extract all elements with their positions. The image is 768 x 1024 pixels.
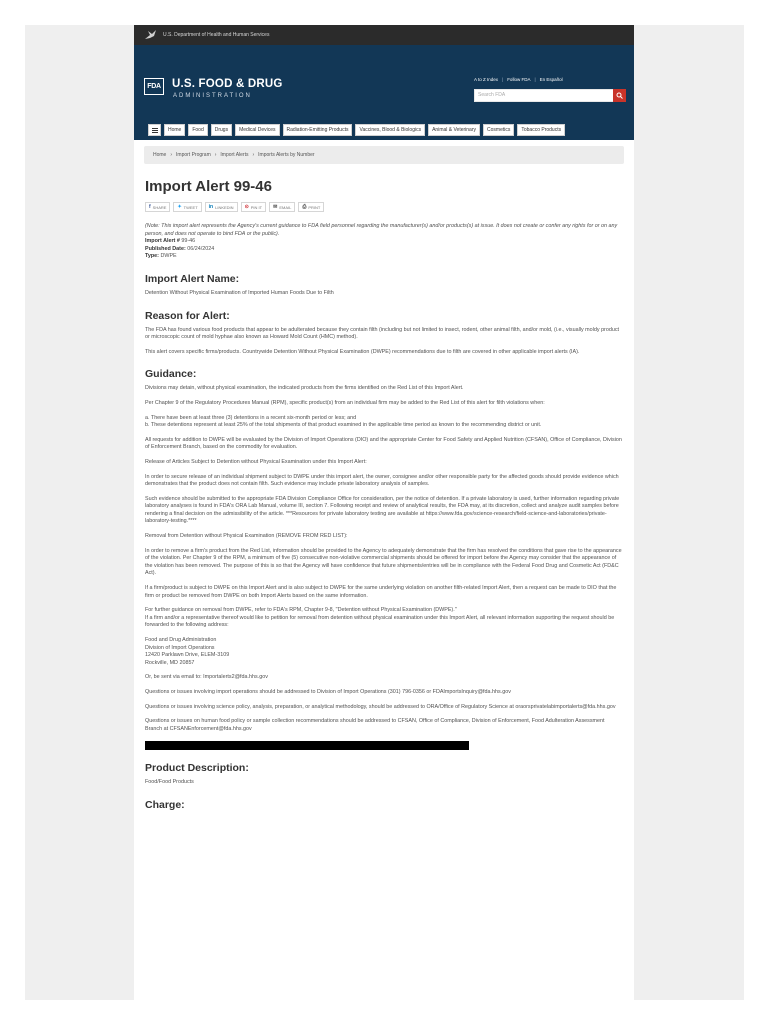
address-line: Division of Import Operations xyxy=(145,644,215,651)
nav-item-home[interactable]: Home xyxy=(164,124,185,136)
reason-paragraph: This alert covers specific firms/products. Countrywide Detention Without Physical Examination (DWPE) recommendations due to filth are covered in other applicable import alerts (IA). xyxy=(145,348,580,355)
guidance-paragraph: Such evidence should be submitted to the appropriate FDA Division Compliance Office for consideration, per the notice of detention. If a private laboratory is used, further information regarding private laboratory analyses is found in FDA's ORA Lab Manual, volume III, section 7. Following receipt and review of analytical results, the FDA may, at its discretion, collect and analyze audit samples before rendering a final decision on the admissibility of the article. ***Resources for private laboratory testing are available at https://www.fda.gov/science-research/field-science-and-laboratories/private-laboratory-testing.**** xyxy=(145,495,620,525)
util-separator: | xyxy=(502,77,504,82)
nav-item-tobacco-products[interactable]: Tobacco Products xyxy=(517,124,565,136)
site-header xyxy=(134,45,634,120)
guidance-paragraph: Release of Articles Subject to Detention without Physical Examination under this Import Alert: xyxy=(145,458,367,465)
util-link-a-z-index[interactable]: A to Z Index xyxy=(474,77,499,82)
menu-button[interactable] xyxy=(148,124,161,136)
alert-number-label: Import Alert # xyxy=(145,238,180,245)
main-content xyxy=(134,178,634,811)
type-line xyxy=(145,253,623,261)
linkedin-icon: in xyxy=(208,204,214,210)
pinterest-icon: ⊙ xyxy=(244,204,249,210)
nav-item-cosmetics[interactable]: Cosmetics xyxy=(483,124,514,136)
product-description-text: Food/Food Products xyxy=(145,779,194,786)
share-linkedin-button[interactable] xyxy=(205,202,238,212)
search-input[interactable]: Search FDA xyxy=(474,89,614,102)
disclaimer-note: (Note: This import alert represents the Agency's current guidance to FDA field personnel regarding the manufacturer(s) and/or products(s) at issue. It does not create or confer any rights for or on any person, and does not operate to bind FDA or the public). xyxy=(145,223,618,237)
tweet-label: TWEET xyxy=(183,204,198,210)
site-subtitle: ADMINISTRATION xyxy=(173,93,252,99)
guidance-paragraph: If a firm and/or a representative thereof would like to petition for removal from detention without physical examination under this Import Alert, all relevant information supporting the request should be forwarded to the following address: xyxy=(145,614,615,629)
breadcrumb xyxy=(144,146,624,164)
redaction-bar xyxy=(145,741,469,750)
nav-item-animal-veterinary[interactable]: Animal & Veterinary xyxy=(428,124,480,136)
share-twitter-button[interactable] xyxy=(173,202,201,212)
share-pinterest-button[interactable] xyxy=(241,202,267,212)
main-nav xyxy=(134,120,634,140)
alert-name-heading: Import Alert Name: xyxy=(145,272,240,285)
address-line: 12420 Parklawn Drive, ELEM-3109 xyxy=(145,652,230,659)
guidance-paragraph: Questions or issues on human food policy or sample collection recommendations should be addressed to CFSAN, Office of Compliance, Division of Enforcement, Food Adulteration Assessment Branch at CFSANEnforcement@fda.hhs.gov xyxy=(145,718,605,732)
hhs-bar xyxy=(134,25,634,45)
nav-item-medical-devices[interactable]: Medical Devices xyxy=(235,124,279,136)
guidance-paragraph: For further guidance on removal from DWPE, refer to FDA's RPM, Chapter 9-8, "Detention without Physical Examination (DWPE)." xyxy=(145,607,457,614)
email-icon: ✉ xyxy=(273,204,278,210)
alert-number-line xyxy=(145,238,623,246)
alert-name-text: Detention Without Physical Examination of Imported Human Foods Due to Filth xyxy=(145,289,334,296)
hamburger-icon xyxy=(152,128,158,133)
address-line: Rockville, MD 20857 xyxy=(145,659,195,666)
guidance-paragraph: Or, be sent via email to: Importalerts2@fda.hhs.gov xyxy=(145,674,268,681)
charge-heading: Charge: xyxy=(145,798,185,811)
breadcrumb-home[interactable]: Home xyxy=(153,152,167,158)
guidance-paragraph: Questions or issues involving science policy, analysis, preparation, or analytical methodology, should be addressed to ORA/Office of Regulatory Science at oraorsprivatelabimportalerts@fda.hhs.gov xyxy=(145,703,616,710)
breadcrumb-separator: › xyxy=(252,152,255,158)
guidance-paragraph: In order to secure release of an individual shipment subject to DWPE under this import alert, the owner, consignee and/or other responsible party for the affected goods should provide evidence which demonstrates that the product does not contain filth. Such evidence may include private laboratory analysis of samples. xyxy=(145,473,619,488)
util-separator: | xyxy=(534,77,536,82)
hhs-eagle-icon xyxy=(144,29,157,41)
criteria-b: b. These detentions represent at least 25% of the total shipments of that product examined in the applicable time period as known to the recommending district or unit. xyxy=(145,422,542,429)
hhs-bar-text[interactable]: U.S. Department of Health and Human Services xyxy=(163,32,270,38)
guidance-paragraph: Per Chapter 9 of the Regulatory Procedures Manual (RPM), specific product(s) from an individual firm may be added to the Red List of this alert for filth violations when: xyxy=(145,399,545,406)
nav-item-vaccines-blood-biologics[interactable]: Vaccines, Blood & Biologics xyxy=(355,124,425,136)
guidance-paragraph: In order to remove a firm's product from the Red List, information should be provided to the Agency to adequately demonstrate that the firm has resolved the conditions that gave rise to the appearance of the violation. Per Chapter 9 of the RPM, a minimum of five (5) consecutive non-violative commercial shipments should be offered for import before the Agency may consider that the appearance of the violation has been removed. The purpose of this is so that the Agency will have confidence that future shipments/entries will be in compliance with the Federal Food Drug and Cosmetic Act (FD&C Act). xyxy=(145,547,622,577)
util-link-follow-fda[interactable]: Follow FDA xyxy=(507,77,531,82)
page-frame xyxy=(134,25,634,1000)
reason-heading: Reason for Alert: xyxy=(145,309,230,322)
nav-item-food[interactable]: Food xyxy=(188,124,207,136)
type-value: DWPE xyxy=(160,253,177,260)
guidance-paragraph: Questions or issues involving import operations should be addressed to Division of Import Operations (301) 796-0356 or FDAImportsInquiry@fda.hhs.gov xyxy=(145,688,511,695)
linkedin-label: LINKEDIN xyxy=(215,204,234,210)
print-label: PRINT xyxy=(308,204,321,210)
alert-number-value: 99-46 xyxy=(181,238,196,245)
twitter-icon: ✦ xyxy=(177,204,182,210)
email-label: EMAIL xyxy=(279,204,292,210)
facebook-icon: f xyxy=(149,204,151,210)
breadcrumb-import-alerts[interactable]: Import Alerts xyxy=(220,152,249,158)
nav-item-drugs[interactable]: Drugs xyxy=(211,124,232,136)
guidance-paragraph: If a firm/product is subject to DWPE on this Import Alert and is also subject to DWPE for the same underlying violation on another filth-related Import Alert, then a request can be made to DIO that the firm or product be removed from DWPE on both Import Alerts based on the same information. xyxy=(145,585,617,599)
print-icon: ⎙ xyxy=(302,204,307,210)
guidance-paragraph: Removal from Detention without Physical Examination (REMOVE FROM RED LIST): xyxy=(145,533,348,540)
guidance-paragraph: All requests for addition to DWPE will be evaluated by the Division of Import Operations (DIO) and the appropriate Center for Food Safety and Applied Nutrition (CFSAN), Office of Compliance, Division of Enforcement Branch, based on the commodity for evaluation. xyxy=(145,436,622,451)
share-facebook-button[interactable] xyxy=(145,202,170,212)
published-date-value: 06/24/2024 xyxy=(187,245,215,252)
share-label: SHARE xyxy=(152,204,167,210)
criteria-a: a. There have been at least three (3) detentions in a recent six-month period or less; and xyxy=(145,414,357,421)
share-email-button[interactable] xyxy=(269,202,295,212)
page-title: Import Alert 99-46 xyxy=(145,178,272,195)
breadcrumb-separator: › xyxy=(214,152,217,158)
util-link-en-espanol[interactable]: En Español xyxy=(539,77,563,82)
search-icon xyxy=(616,92,623,99)
guidance-paragraph: Divisions may detain, without physical examination, the indicated products from the firms identified on the Red List of this Import Alert. xyxy=(145,385,464,392)
type-label: Type: xyxy=(145,253,159,260)
utility-links xyxy=(474,77,563,82)
product-description-heading: Product Description: xyxy=(145,762,249,775)
site-name[interactable]: U.S. FOOD & DRUG xyxy=(172,78,283,90)
fda-logo-mark[interactable]: FDA xyxy=(144,78,164,95)
search-button[interactable] xyxy=(613,89,626,102)
guidance-heading: Guidance: xyxy=(145,368,197,381)
print-button[interactable] xyxy=(298,202,324,212)
address-line: Food and Drug Administration xyxy=(145,637,217,643)
breadcrumb-separator: › xyxy=(170,152,173,158)
published-date-label: Published Date: xyxy=(145,245,186,252)
published-date-line xyxy=(145,246,623,254)
pin-label: PIN IT xyxy=(250,204,263,210)
breadcrumb-import-program[interactable]: Import Program xyxy=(176,152,211,158)
share-bar xyxy=(145,202,623,212)
reason-paragraph: The FDA has found various food products that appear to be adulterated because they contain filth (including but not limited to insect, rodent, other animal filth, and/or mold, (i.e., visually moldy product or microscopic count of mold hyphae also known as Howard Mold Count (HMC) method). xyxy=(145,326,620,341)
breadcrumb-alerts-by-number[interactable]: Imports Alerts by Number xyxy=(258,152,315,158)
nav-item-radiation-emitting-products[interactable]: Radiation-Emitting Products xyxy=(283,124,353,136)
